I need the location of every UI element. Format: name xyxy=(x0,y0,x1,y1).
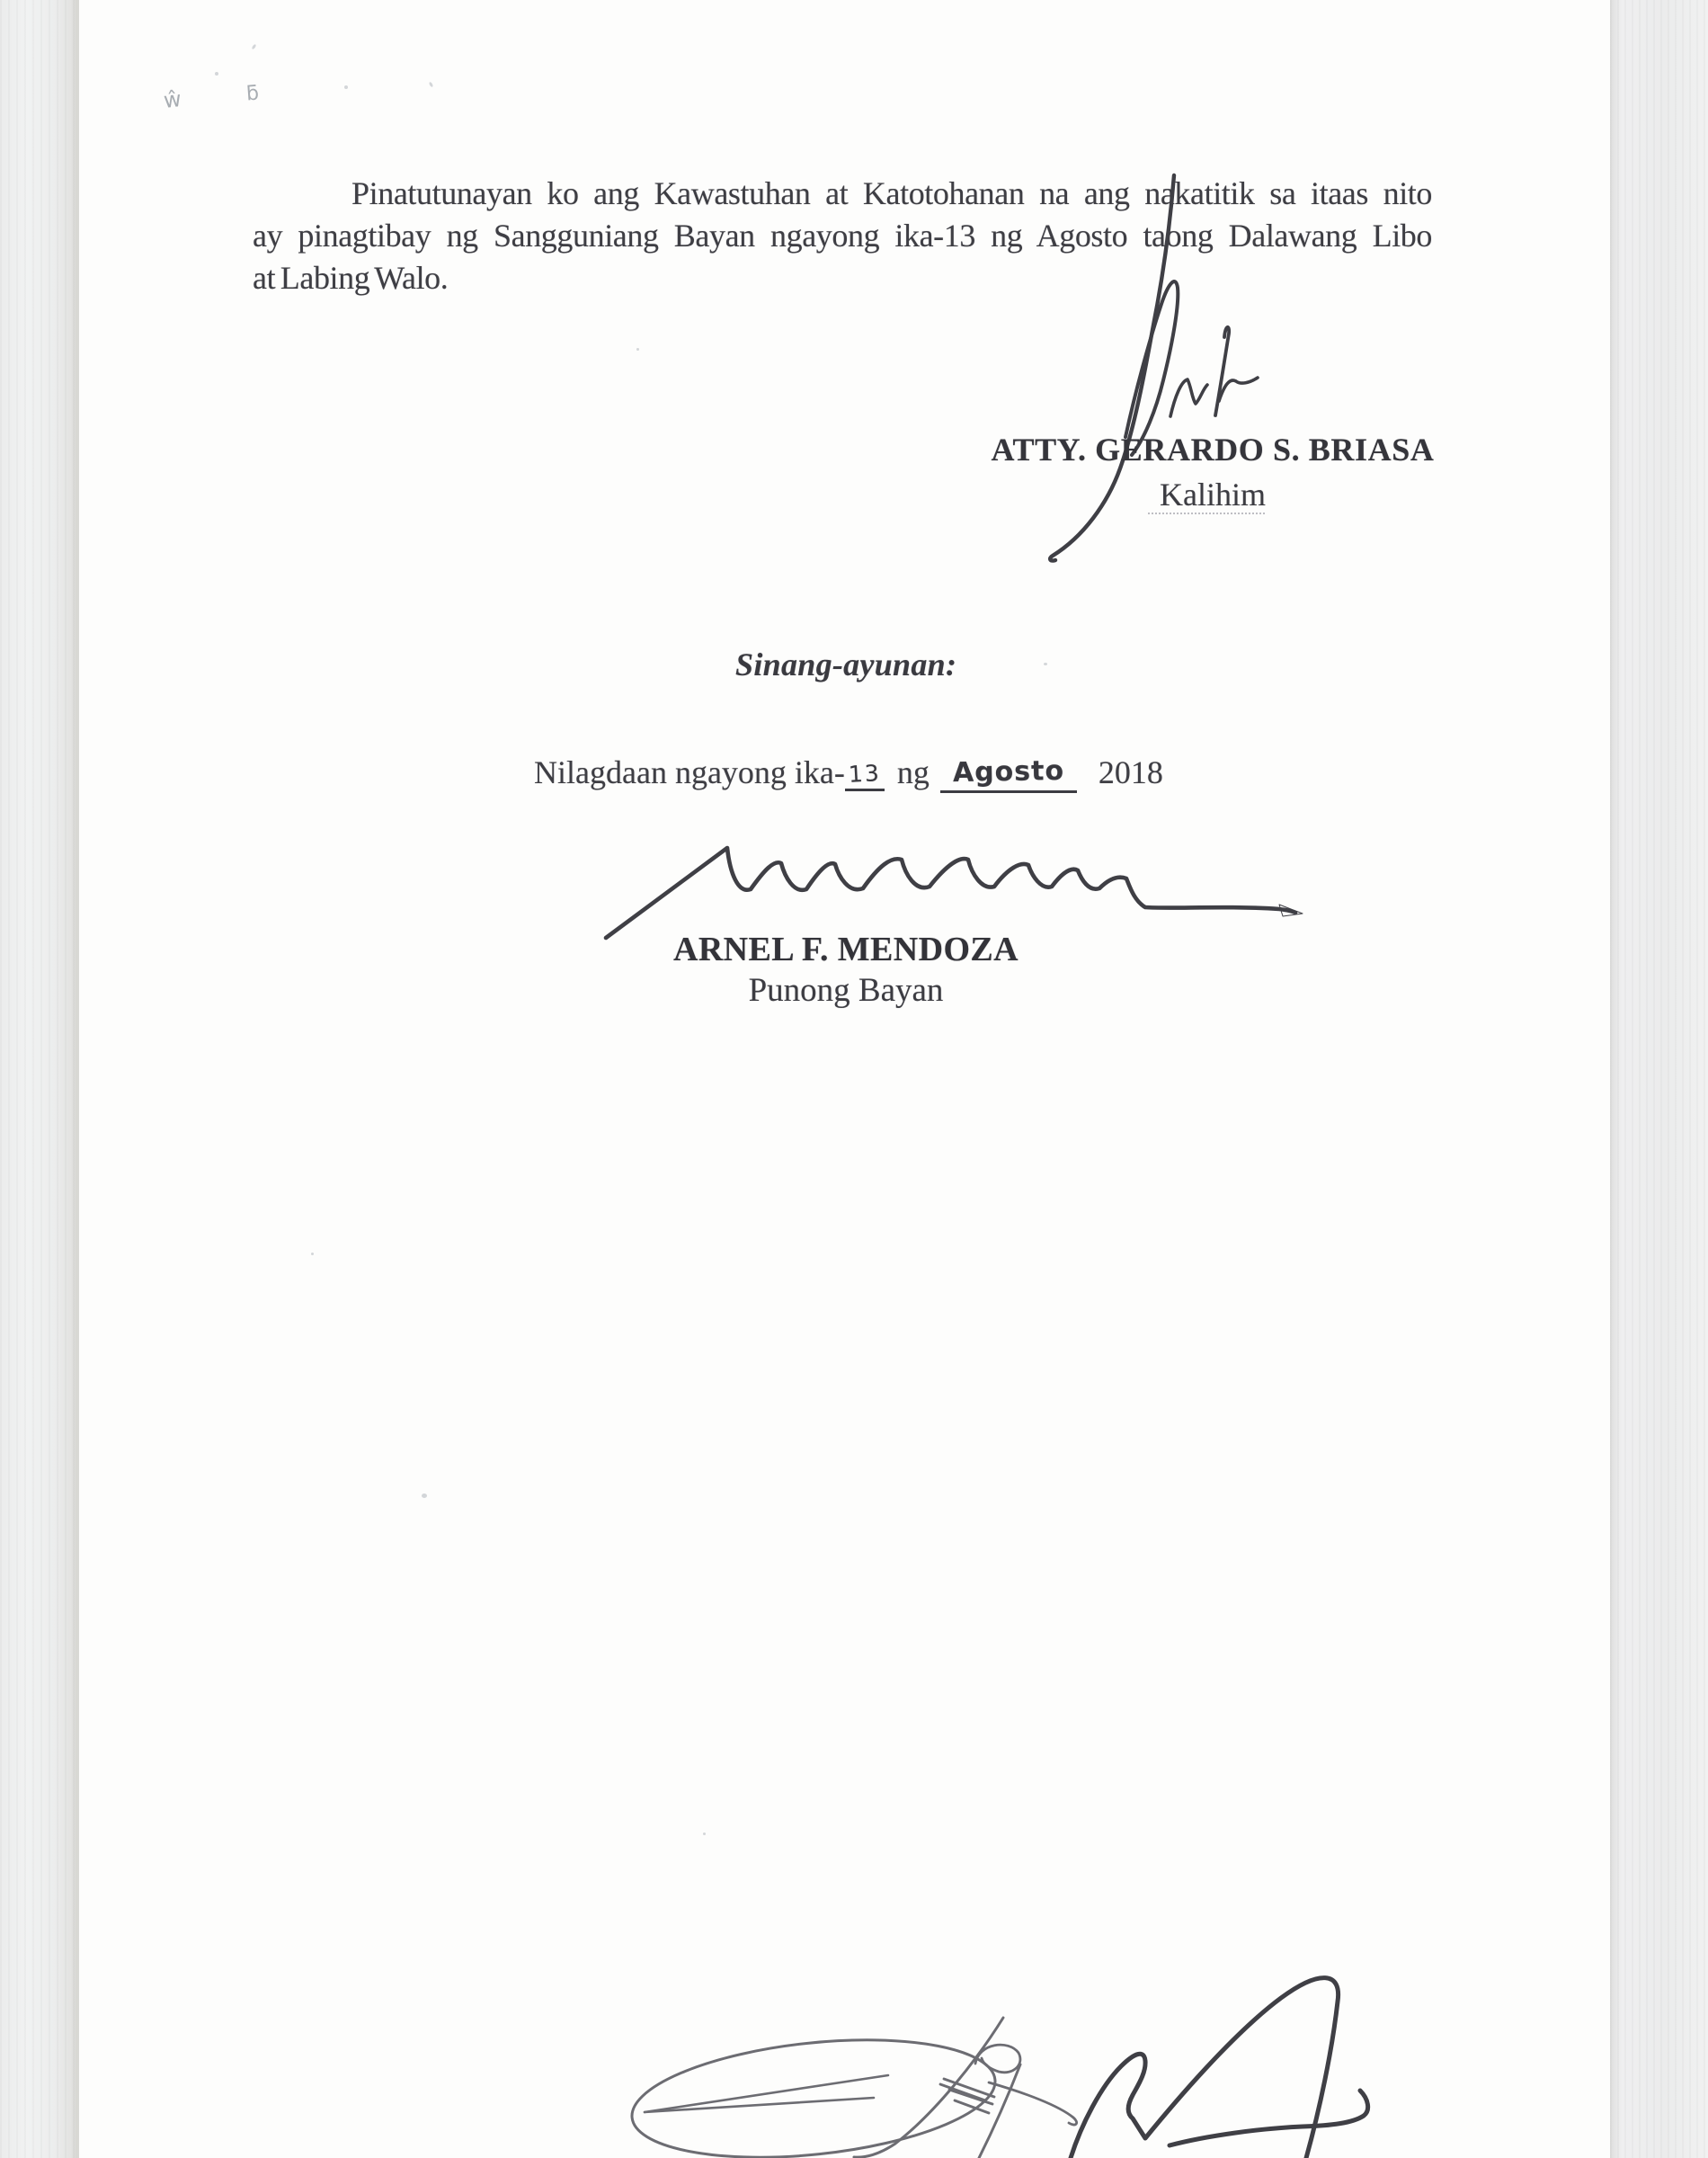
approval-heading: Sinang-ayunan: xyxy=(735,647,957,682)
document-page xyxy=(77,0,1610,2158)
signing-line-connector: ng xyxy=(896,754,930,790)
bottom-right-signature xyxy=(1056,1958,1398,2158)
scan-speck xyxy=(636,348,639,351)
handwritten-month: Agosto xyxy=(952,754,1065,789)
mayor-name: ARNEL F. MENDOZA xyxy=(673,931,1019,968)
scan-speck xyxy=(311,1253,314,1255)
signing-date-line xyxy=(534,754,1163,793)
mayor-title: Punong Bayan xyxy=(748,972,944,1009)
scan-speck xyxy=(215,72,218,76)
secretary-title: Kalihim xyxy=(1160,477,1266,513)
signing-line-year: 2018 xyxy=(1098,754,1163,790)
day-blank xyxy=(845,758,885,791)
mayor-block xyxy=(621,930,1071,1010)
scan-speck xyxy=(422,1494,427,1498)
scan-edge-left xyxy=(0,0,79,2158)
bottom-left-signature xyxy=(583,2012,1086,2158)
paragraph-line: at Labing Walo. xyxy=(253,260,449,296)
scan-artifact-underline xyxy=(1148,513,1265,514)
scan-edge-right xyxy=(1610,0,1708,2158)
paragraph-line: ay pinagtibay ng Sangguniang Bayan ngayong ika-13 ng Agosto taong Dalawang Libo xyxy=(253,218,1432,254)
secretary-block xyxy=(983,431,1442,513)
month-blank xyxy=(940,754,1077,793)
paragraph-line: Pinatutunayan ko ang Kawastuhan at Katotohanan na ang nakatitik sa itaas nito xyxy=(351,175,1432,211)
signing-line-prefix: Nilagdaan ngayong ika- xyxy=(534,754,845,790)
pencil-mark: ŵ xyxy=(162,86,183,113)
scan-speck xyxy=(1044,663,1047,665)
handwritten-day: 13 xyxy=(848,760,882,788)
scan-speck xyxy=(344,85,348,89)
pencil-mark: ƃ xyxy=(245,82,260,106)
scan-speck xyxy=(703,1833,706,1835)
secretary-name: ATTY. GERARDO S. BRIASA xyxy=(991,432,1435,468)
